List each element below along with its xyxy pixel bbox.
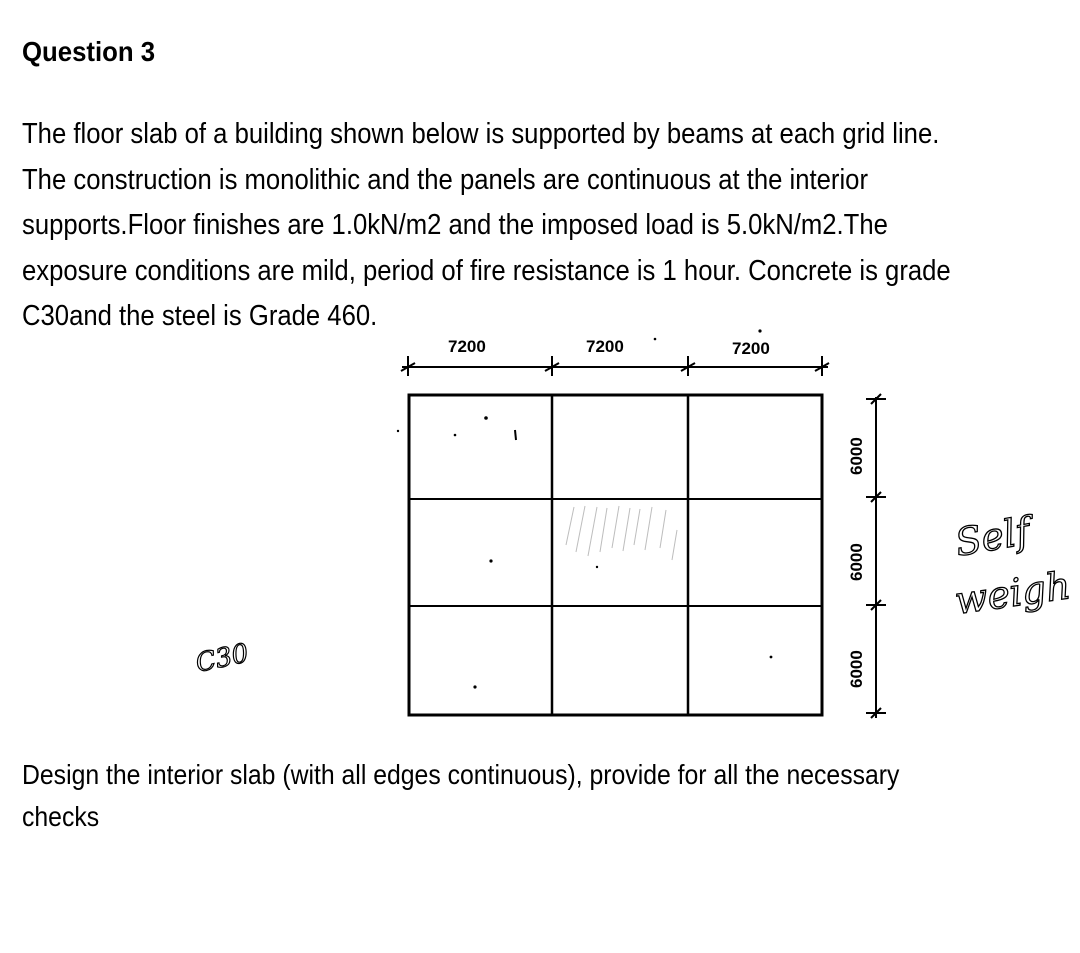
handwritten-concrete-grade: C30 bbox=[193, 638, 252, 679]
task-text bbox=[22, 754, 1031, 838]
interior-panel-hatch bbox=[566, 506, 677, 560]
specks bbox=[397, 416, 773, 688]
stray-dot bbox=[758, 329, 761, 332]
handwritten-note-self: Self bbox=[951, 508, 1034, 565]
span-label: 7200 bbox=[732, 339, 770, 358]
paragraph-line: The floor slab of a building shown below is supported by beams at each grid line. bbox=[22, 118, 940, 150]
question-title: Question 3 bbox=[22, 36, 156, 67]
paragraph-line: The construction is monolithic and the panels are continuous at the interior bbox=[22, 163, 869, 196]
task-line: Design the interior slab (with all edges continuous), provide for all the necessary bbox=[22, 759, 900, 790]
span-label: 7200 bbox=[586, 337, 624, 356]
paragraph-line: supports.Floor finishes are 1.0kN/m2 and the imposed load is 5.0kN/m2.The bbox=[22, 209, 888, 241]
paragraph-line: exposure conditions are mild, period of fire resistance is 1 hour. Concrete is grade bbox=[22, 254, 951, 287]
bay-dimension-line bbox=[866, 394, 886, 718]
bay-label: 6000 bbox=[847, 543, 866, 581]
task-line: checks bbox=[22, 801, 100, 832]
bay-label: 6000 bbox=[847, 437, 866, 475]
handwritten-note-weigh: weigh bbox=[952, 563, 1074, 623]
stray-dot bbox=[654, 338, 657, 341]
paragraph-line: C30and the steel is Grade 460. bbox=[22, 300, 378, 332]
span-dimension-line bbox=[401, 356, 829, 376]
slab-grid bbox=[409, 395, 822, 715]
span-label: 7200 bbox=[448, 337, 486, 356]
bay-label: 6000 bbox=[847, 650, 866, 688]
